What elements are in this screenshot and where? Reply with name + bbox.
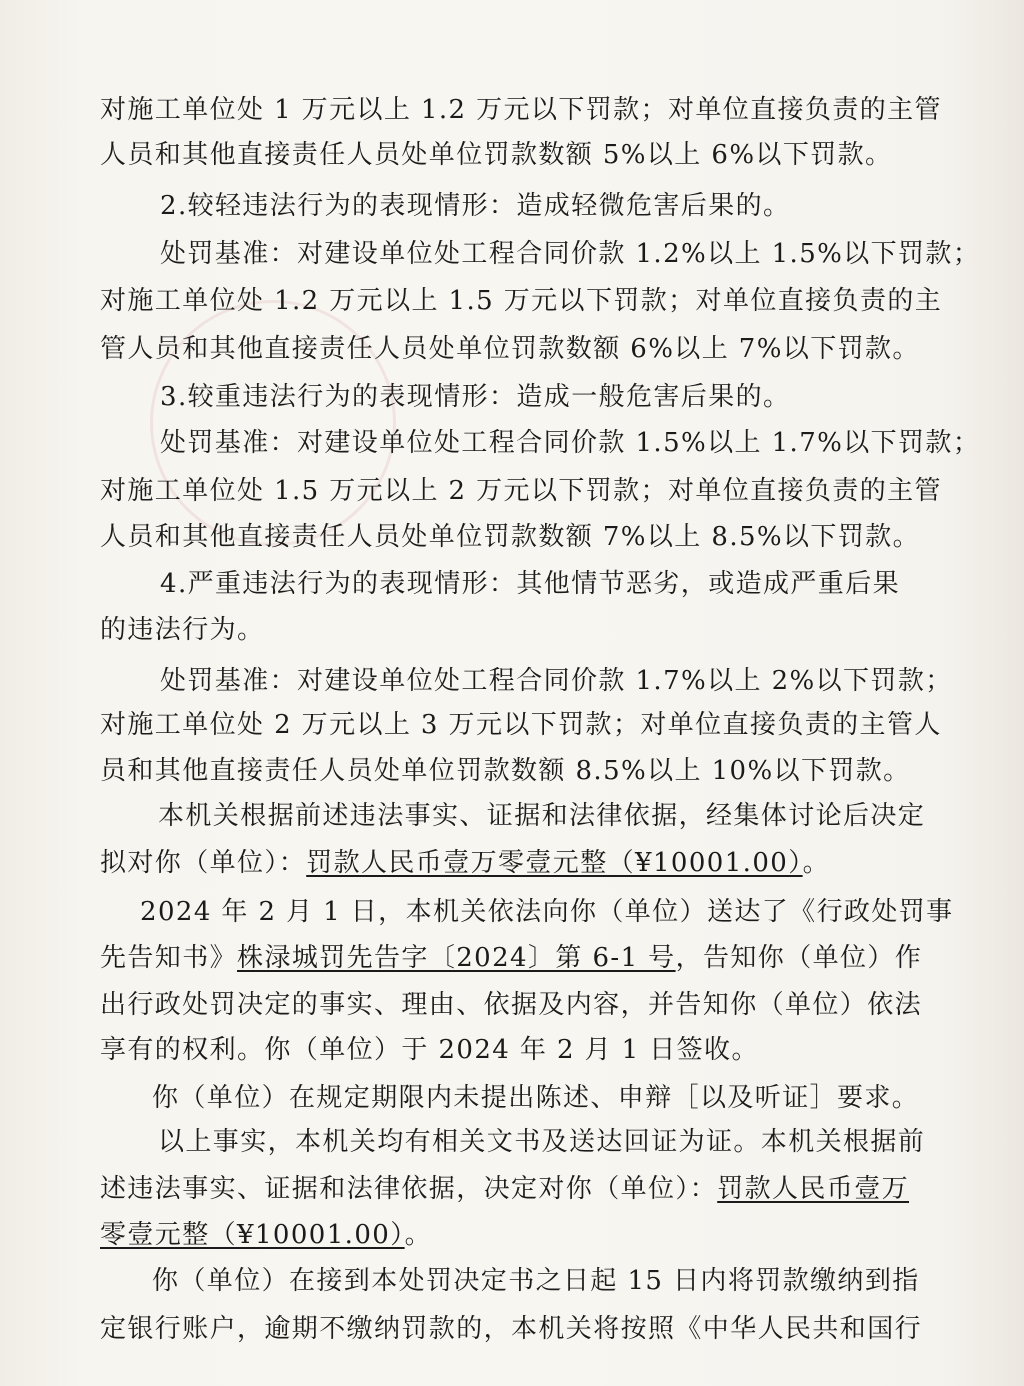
text-line [0, 933, 1024, 983]
text-line [0, 1210, 1024, 1260]
text-line: 3.较重违法行为的表现情形：造成一般危害后果的。 [160, 382, 791, 412]
text-line [0, 838, 1024, 888]
text-line: 以上事实，本机关均有相关文书及送达回证为证。本机关根据前 [158, 1127, 926, 1157]
underlined-text: 罚款人民币壹万零壹元整（¥10001.00） [306, 848, 803, 878]
text-line: 处罚基准：对建设单位处工程合同价款 1.5%以上 1.7%以下罚款； [160, 428, 981, 458]
text-line: 你（单位）在规定期限内未提出陈述、申辩［以及听证］要求。 [152, 1083, 920, 1113]
text-line: 定银行账户，逾期不缴纳罚款的，本机关将按照《中华人民共和国行 [100, 1314, 923, 1344]
text-line: 本机关根据前述违法事实、证据和法律依据，经集体讨论后决定 [158, 801, 926, 831]
text-segment: 拟对你（单位）： [100, 848, 307, 878]
text-line: 对施工单位处 1.5 万元以上 2 万元以下罚款；对单位直接负责的主管 [100, 476, 942, 506]
text-segment: 。 [404, 1220, 433, 1250]
text-line: 对施工单位处 1.2 万元以上 1.5 万元以下罚款；对单位直接负责的主 [100, 286, 943, 316]
text-line: 处罚基准：对建设单位处工程合同价款 1.7%以上 2%以下罚款； [160, 666, 953, 696]
text-line: 你（单位）在接到本处罚决定书之日起 15 日内将罚款缴纳到指 [152, 1266, 920, 1296]
text-line [0, 1164, 1024, 1214]
text-line: 出行政处罚决定的事实、理由、依据及内容，并告知你（单位）依法 [100, 990, 923, 1020]
underlined-text: 罚款人民币壹万 [717, 1174, 910, 1204]
text-segment: 。 [802, 848, 831, 878]
text-line: 享有的权利。你（单位）于 2024 年 2 月 1 日签收。 [100, 1035, 759, 1065]
text-line: 的违法行为。 [100, 615, 265, 645]
text-segment: ，告知你（单位）作 [675, 943, 923, 973]
text-segment: 先告知书》 [100, 943, 238, 973]
text-segment: 述违法事实、证据和法律依据，决定对你（单位）： [100, 1174, 718, 1204]
text-line: 人员和其他直接责任人员处单位罚款数额 5%以上 6%以下罚款。 [100, 140, 893, 170]
underlined-text: 株渌城罚先告字〔2024〕第 6-1 号 [237, 943, 676, 973]
text-line: 处罚基准：对建设单位处工程合同价款 1.2%以上 1.5%以下罚款； [160, 239, 981, 269]
text-line: 4.严重违法行为的表现情形：其他情节恶劣，或造成严重后果 [160, 569, 901, 599]
underlined-text: 零壹元整（¥10001.00） [100, 1220, 405, 1250]
text-line: 对施工单位处 1 万元以上 1.2 万元以下罚款；对单位直接负责的主管 [100, 95, 942, 125]
text-line: 员和其他直接责任人员处单位罚款数额 8.5%以上 10%以下罚款。 [100, 756, 911, 786]
text-line: 对施工单位处 2 万元以上 3 万元以下罚款；对单位直接负责的主管人 [100, 710, 942, 740]
text-line: 2.较轻违法行为的表现情形：造成轻微危害后果的。 [160, 191, 791, 221]
text-line: 管人员和其他直接责任人员处单位罚款数额 6%以上 7%以下罚款。 [100, 334, 920, 364]
text-line: 2024 年 2 月 1 日，本机关依法向你（单位）送达了《行政处罚事 [140, 897, 954, 927]
text-line: 人员和其他直接责任人员处单位罚款数额 7%以上 8.5%以下罚款。 [100, 522, 921, 552]
